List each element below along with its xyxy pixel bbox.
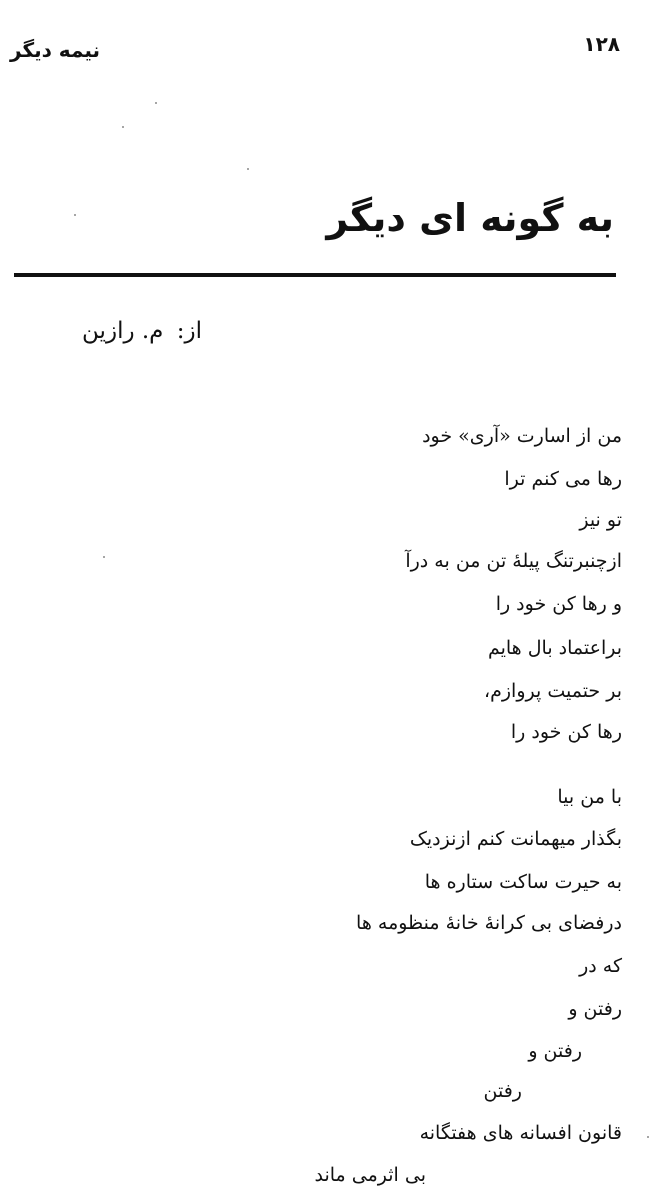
scan-speck	[647, 1136, 649, 1138]
scan-speck	[122, 126, 124, 128]
poem-line: رفتن	[483, 1080, 522, 1102]
poem-line: بر حتمیت پروازم،	[483, 680, 622, 702]
scan-speck	[247, 168, 249, 170]
poem-line: رها کن خود را	[510, 721, 622, 743]
poem-line: تو نیز	[579, 509, 622, 531]
author-byline	[82, 318, 202, 344]
scan-speck	[103, 556, 105, 558]
poem-line: و رها کن خود را	[495, 593, 622, 615]
poem-line: که در	[579, 955, 622, 977]
poem-line: رها می کنم ترا	[504, 468, 622, 490]
poem-line: به حیرت ساکت ستاره ها	[424, 871, 622, 893]
author-name: م. رازین	[82, 318, 164, 344]
scan-speck	[155, 102, 157, 104]
author-prefix: از:	[176, 318, 202, 344]
scan-speck	[74, 214, 76, 216]
poem-line: بی اثرمی ماند	[314, 1164, 426, 1186]
poem-line: درفضای بی کرانهٔ خانهٔ منظومه ها	[356, 912, 622, 934]
poem-line: با من بیا	[557, 786, 622, 808]
title-divider	[14, 273, 616, 277]
article-title: به گونه ای دیگر	[326, 196, 614, 240]
poem-line: براعتماد بال هایم	[487, 637, 622, 659]
running-header-journal: نیمه دیگر	[10, 38, 101, 62]
poem-line: بگذار میهمانت کنم ازنزدیک	[409, 828, 622, 850]
poem-line: من از اسارت «آری» خود	[422, 425, 622, 447]
poem-line: ازچنبرتنگ پیلهٔ تن من به درآ	[405, 550, 622, 572]
poem-line: رفتن و	[568, 998, 622, 1020]
poem-line: رفتن و	[528, 1040, 582, 1062]
page-number: ۱۲۸	[583, 32, 620, 56]
poem-line: قانون افسانه های هفتگانه	[419, 1122, 622, 1144]
